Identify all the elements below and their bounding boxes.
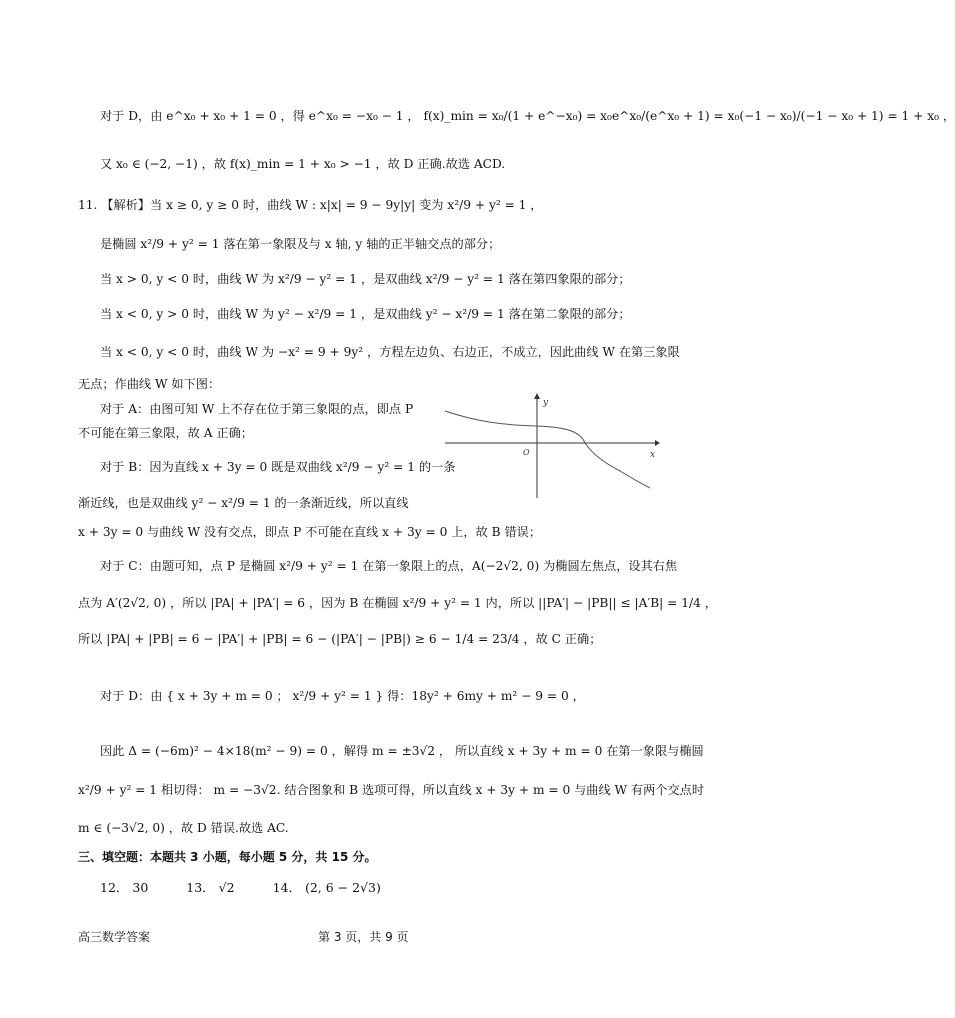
y-axis-arrow: [534, 393, 540, 399]
x-axis-label: x: [650, 450, 656, 460]
text-line: x + 3y = 0 与曲线 W 没有交点，即点 P 不可能在直线 x + 3y = 0 上，故 B 错误；: [78, 525, 542, 539]
text-line: 当 x < 0, y < 0 时，曲线 W 为 −x² = 9 + 9y² ，方程左边负、右边正，不成立，因此曲线 W 在第三象限: [100, 345, 680, 359]
text-line: 当 x < 0, y > 0 时，曲线 W 为 y² − x²/9 = 1 ，是双曲线 y² − x²/9 = 1 落在第二象限的部分；: [100, 307, 631, 321]
footer-subject: 高三数学答案: [78, 930, 151, 944]
origin-label: O: [523, 448, 530, 457]
curve-w-graph: [445, 393, 660, 498]
answer-12: 12． 30: [100, 880, 149, 895]
text-line: 点为 A′(2√2, 0) ，所以 |PA| + |PA′| = 6 ，因为 B 在椭圆 x²/9 + y² = 1 内，所以 ||PA′| − |PB|| ≤ |A′B| = 1/4 ，: [78, 596, 717, 610]
footer-page-number: 第 3 页，共 9 页: [318, 930, 409, 944]
text-line: 对于 A：由图可知 W 上不存在位于第三象限的点，即点 P: [100, 402, 414, 416]
text-line: 对于 D，由 e^x₀ + x₀ + 1 = 0 ，得 e^x₀ = −x₀ − 1 ， f(x)_min = x₀/(1 + e^−x₀) = x₀e^x₀/(e^x₀ + 1) = x₀(−1 − x₀)/(−1 − x₀ + 1) = 1 + x₀ ，: [100, 109, 955, 123]
text-line: 对于 B：因为直线 x + 3y = 0 既是双曲线 x²/9 − y² = 1 的一条: [100, 460, 456, 474]
text-line: 当 x > 0, y < 0 时，曲线 W 为 x²/9 − y² = 1 ，是双曲线 x²/9 − y² = 1 落在第四象限的部分；: [100, 272, 631, 286]
x-axis-arrow: [655, 440, 660, 446]
answer-13: 13． √2: [186, 880, 235, 895]
answer-14: 14． (2, 6 − 2√3): [272, 880, 381, 895]
text-line: m ∈ (−3√2, 0) ，故 D 错误.故选 AC.: [78, 821, 289, 835]
text-line: 不可能在第三象限，故 A 正确；: [78, 426, 253, 440]
text-line: 又 x₀ ∈ (−2, −1) ，故 f(x)_min = 1 + x₀ > −1 ，故 D 正确.故选 ACD.: [100, 157, 506, 171]
text-line: 渐近线，也是双曲线 y² − x²/9 = 1 的一条渐近线，所以直线: [78, 496, 409, 510]
text-line: 对于 C：由题可知，点 P 是椭圆 x²/9 + y² = 1 在第一象限上的点，A(−2√2, 0) 为椭圆左焦点，设其右焦: [100, 559, 678, 573]
text-line: 所以 |PA| + |PB| = 6 − |PA′| + |PB| = 6 − (|PA′| − |PB|) ≥ 6 − 1/4 = 23/4 ，故 C 正确；: [78, 632, 602, 646]
section-heading: 三、填空题：本题共 3 小题，每小题 5 分，共 15 分。: [78, 850, 377, 864]
y-axis-label: y: [543, 398, 549, 408]
text-line: x²/9 + y² = 1 相切得： m = −3√2. 结合图象和 B 选项可得，所以直线 x + 3y + m = 0 与曲线 W 有两个交点时: [78, 783, 705, 797]
fill-in-answers: [100, 878, 415, 896]
curve-w: [445, 411, 650, 488]
text-line: 是椭圆 x²/9 + y² = 1 落在第一象限及与 x 轴, y 轴的正半轴交点的部分；: [100, 237, 501, 251]
text-line: 因此 Δ = (−6m)² − 4×18(m² − 9) = 0 ，解得 m = ±3√2 ， 所以直线 x + 3y + m = 0 在第一象限与椭圆: [100, 744, 704, 758]
text-line: 对于 D：由 { x + 3y + m = 0 ； x²/9 + y² = 1 } 得：18y² + 6my + m² − 9 = 0 ，: [100, 689, 585, 703]
text-line: 无点；作曲线 W 如下图：: [78, 377, 221, 391]
text-line: 11. 【解析】当 x ≥ 0, y ≥ 0 时，曲线 W : x|x| = 9 − 9y|y| 变为 x²/9 + y² = 1 ，: [78, 198, 543, 212]
